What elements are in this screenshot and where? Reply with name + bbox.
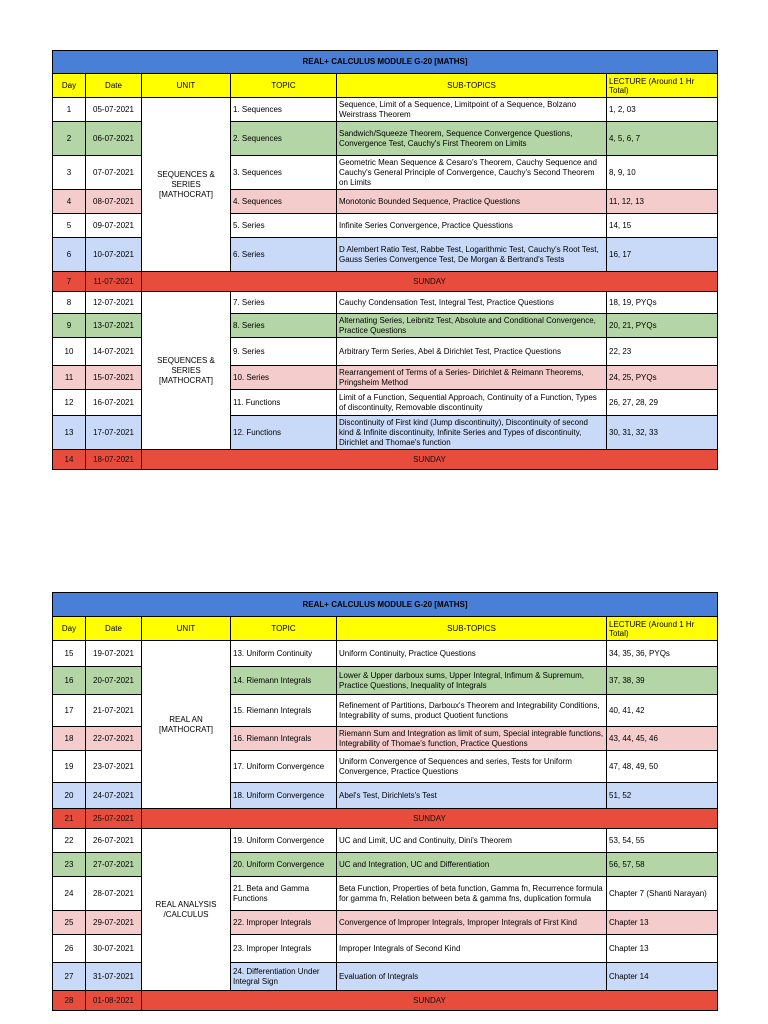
lecture-cell: 11, 12, 13	[607, 190, 718, 214]
date-cell: 25-07-2021	[86, 809, 142, 829]
lecture-cell: 22, 23	[607, 338, 718, 366]
lecture-cell: 43, 44, 45, 46	[607, 727, 718, 751]
topic-cell: 22. Improper Integrals	[231, 911, 337, 935]
date-cell: 06-07-2021	[86, 122, 142, 156]
lecture-cell: 14, 15	[607, 214, 718, 238]
sub-topics-cell: Convergence of Improper Integrals, Improper Integrals of First Kind	[337, 911, 607, 935]
sunday-row	[53, 991, 718, 1011]
sub-topics-cell: Discontinuity of First kind (Jump discontinuity), Discontinuity of second kind & Infinite discontinuity, Infinite Series and Types of discontinuity, Dirichlet and Thomae's function	[337, 416, 607, 450]
topic-cell: 13. Uniform Continuity	[231, 641, 337, 667]
header-date: Date	[86, 74, 142, 98]
day-cell: 2	[53, 122, 86, 156]
day-cell: 8	[53, 292, 86, 314]
lecture-cell: 34, 35, 36, PYQs	[607, 641, 718, 667]
lecture-cell: 26, 27, 28, 29	[607, 390, 718, 416]
sub-topics-cell: Evaluation of Integrals	[337, 963, 607, 991]
sub-topics-cell: Geometric Mean Sequence & Cesaro's Theorem, Cauchy Sequence and Cauchy's General Principle of Convergence, Cauchy's Second Theorem on Limits	[337, 156, 607, 190]
sunday-label: SUNDAY	[142, 450, 718, 470]
table-title: REAL+ CALCULUS MODULE G-20 [MATHS]	[53, 51, 718, 74]
date-cell: 21-07-2021	[86, 695, 142, 727]
topic-cell: 16. Riemann Integrals	[231, 727, 337, 751]
sub-topics-cell: Lower & Upper darboux sums, Upper Integral, Infimum & Supremum, Practice Questions, Inequality of Integrals	[337, 667, 607, 695]
day-cell: 12	[53, 390, 86, 416]
topic-cell: 1. Sequences	[231, 98, 337, 122]
date-cell: 27-07-2021	[86, 853, 142, 877]
header-day: Day	[53, 74, 86, 98]
unit-cell: REAL AN [MATHOCRAT]	[142, 641, 231, 809]
date-cell: 17-07-2021	[86, 416, 142, 450]
sub-topics-cell: Infinite Series Convergence, Practice Quesstions	[337, 214, 607, 238]
sub-topics-cell: UC and Limit, UC and Continuity, Dini's Theorem	[337, 829, 607, 853]
day-cell: 13	[53, 416, 86, 450]
header-unit: UNIT	[142, 74, 231, 98]
table-row	[53, 641, 718, 667]
date-cell: 23-07-2021	[86, 751, 142, 783]
table-row	[53, 98, 718, 122]
topic-cell: 23. Improper Integrals	[231, 935, 337, 963]
lecture-cell: 30, 31, 32, 33	[607, 416, 718, 450]
lecture-cell: Chapter 13	[607, 935, 718, 963]
lecture-cell: Chapter 13	[607, 911, 718, 935]
date-cell: 05-07-2021	[86, 98, 142, 122]
topic-cell: 17. Uniform Convergence	[231, 751, 337, 783]
day-cell: 23	[53, 853, 86, 877]
sunday-label: SUNDAY	[142, 809, 718, 829]
table-row	[53, 292, 718, 314]
lecture-cell: 40, 41, 42	[607, 695, 718, 727]
header-sub-topics: SUB-TOPICS	[337, 74, 607, 98]
day-cell: 5	[53, 214, 86, 238]
sub-topics-cell: Monotonic Bounded Sequence, Practice Questions	[337, 190, 607, 214]
lecture-cell: 20, 21, PYQs	[607, 314, 718, 338]
day-cell: 18	[53, 727, 86, 751]
date-cell: 22-07-2021	[86, 727, 142, 751]
day-cell: 26	[53, 935, 86, 963]
topic-cell: 12. Functions	[231, 416, 337, 450]
date-cell: 07-07-2021	[86, 156, 142, 190]
sub-topics-cell: Uniform Continuity, Practice Questions	[337, 641, 607, 667]
date-cell: 09-07-2021	[86, 214, 142, 238]
date-cell: 24-07-2021	[86, 783, 142, 809]
day-cell: 21	[53, 809, 86, 829]
day-cell: 25	[53, 911, 86, 935]
sub-topics-cell: UC and Integration, UC and Differentiation	[337, 853, 607, 877]
topic-cell: 19. Uniform Convergence	[231, 829, 337, 853]
date-cell: 12-07-2021	[86, 292, 142, 314]
day-cell: 14	[53, 450, 86, 470]
table-row	[53, 829, 718, 853]
day-cell: 22	[53, 829, 86, 853]
header-sub-topics: SUB-TOPICS	[337, 617, 607, 641]
date-cell: 30-07-2021	[86, 935, 142, 963]
topic-cell: 15. Riemann Integrals	[231, 695, 337, 727]
day-cell: 4	[53, 190, 86, 214]
topic-cell: 14. Riemann Integrals	[231, 667, 337, 695]
date-cell: 01-08-2021	[86, 991, 142, 1011]
header-unit: UNIT	[142, 617, 231, 641]
day-cell: 17	[53, 695, 86, 727]
sub-topics-cell: Cauchy Condensation Test, Integral Test, Practice Questions	[337, 292, 607, 314]
table-title: REAL+ CALCULUS MODULE G-20 [MATHS]	[53, 593, 718, 617]
sub-topics-cell: D Alembert Ratio Test, Rabbe Test, Logarithmic Test, Cauchy's Root Test, Gauss Series Convergence Test, De Morgan & Bertrand's Tests	[337, 238, 607, 272]
day-cell: 27	[53, 963, 86, 991]
lecture-cell: 18, 19, PYQs	[607, 292, 718, 314]
sub-topics-cell: Beta Function, Properties of beta function, Gamma fn, Recurrence formula for gamma fn, Relation between beta & gamma fns, duplication formula	[337, 877, 607, 911]
topic-cell: 4. Sequences	[231, 190, 337, 214]
sunday-row	[53, 809, 718, 829]
lecture-cell: 8, 9, 10	[607, 156, 718, 190]
lecture-cell: 24, 25, PYQs	[607, 366, 718, 390]
header-topic: TOPIC	[231, 617, 337, 641]
header-day: Day	[53, 617, 86, 641]
date-cell: 18-07-2021	[86, 450, 142, 470]
topic-cell: 24. Differentiation Under Integral Sign	[231, 963, 337, 991]
lecture-cell: 56, 57, 58	[607, 853, 718, 877]
sub-topics-cell: Uniform Convergence of Sequences and series, Tests for Uniform Convergence, Practice Questions	[337, 751, 607, 783]
topic-cell: 2. Sequences	[231, 122, 337, 156]
lecture-cell: 16, 17	[607, 238, 718, 272]
header-date: Date	[86, 617, 142, 641]
lecture-cell: 47, 48, 49, 50	[607, 751, 718, 783]
day-cell: 19	[53, 751, 86, 783]
topic-cell: 6. Series	[231, 238, 337, 272]
date-cell: 14-07-2021	[86, 338, 142, 366]
sub-topics-cell: Improper Integrals of Second Kind	[337, 935, 607, 963]
header-lecture: LECTURE (Around 1 Hr Total)	[607, 74, 718, 98]
topic-cell: 3. Sequences	[231, 156, 337, 190]
lecture-cell: Chapter 7 (Shanti Narayan)	[607, 877, 718, 911]
topic-cell: 9. Series	[231, 338, 337, 366]
day-cell: 3	[53, 156, 86, 190]
day-cell: 10	[53, 338, 86, 366]
sub-topics-cell: Sequence, Limit of a Sequence, Limitpoint of a Sequence, Bolzano Weirstrass Theorem	[337, 98, 607, 122]
date-cell: 13-07-2021	[86, 314, 142, 338]
lecture-cell: Chapter 14	[607, 963, 718, 991]
day-cell: 16	[53, 667, 86, 695]
day-cell: 9	[53, 314, 86, 338]
sunday-row	[53, 450, 718, 470]
date-cell: 10-07-2021	[86, 238, 142, 272]
schedule-table-2	[52, 592, 718, 1011]
sunday-label: SUNDAY	[142, 272, 718, 292]
sub-topics-cell: Arbitrary Term Series, Abel & Dirichlet Test, Practice Questions	[337, 338, 607, 366]
topic-cell: 11. Functions	[231, 390, 337, 416]
topic-cell: 7. Series	[231, 292, 337, 314]
header-topic: TOPIC	[231, 74, 337, 98]
lecture-cell: 1, 2, 03	[607, 98, 718, 122]
date-cell: 28-07-2021	[86, 877, 142, 911]
topic-cell: 5. Series	[231, 214, 337, 238]
date-cell: 11-07-2021	[86, 272, 142, 292]
schedule-table-1	[52, 50, 718, 470]
date-cell: 29-07-2021	[86, 911, 142, 935]
topic-cell: 8. Series	[231, 314, 337, 338]
sub-topics-cell: Alternating Series, Leibnitz Test, Absolute and Conditional Convergence, Practice Questions	[337, 314, 607, 338]
date-cell: 15-07-2021	[86, 366, 142, 390]
lecture-cell: 51, 52	[607, 783, 718, 809]
date-cell: 16-07-2021	[86, 390, 142, 416]
day-cell: 6	[53, 238, 86, 272]
topic-cell: 20. Uniform Convergence	[231, 853, 337, 877]
lecture-cell: 53, 54, 55	[607, 829, 718, 853]
sub-topics-cell: Riemann Sum and Integration as limit of sum, Special integrable functions, Integrability of Thomae's function, Practice Questions	[337, 727, 607, 751]
topic-cell: 10. Series	[231, 366, 337, 390]
day-cell: 11	[53, 366, 86, 390]
date-cell: 08-07-2021	[86, 190, 142, 214]
sub-topics-cell: Rearrangement of Terms of a Series- Dirichlet & Reimann Theorems, Pringsheim Method	[337, 366, 607, 390]
header-lecture: LECTURE (Around 1 Hr Total)	[607, 617, 718, 641]
lecture-cell: 37, 38, 39	[607, 667, 718, 695]
date-cell: 26-07-2021	[86, 829, 142, 853]
lecture-cell: 4, 5, 6, 7	[607, 122, 718, 156]
date-cell: 19-07-2021	[86, 641, 142, 667]
day-cell: 15	[53, 641, 86, 667]
day-cell: 7	[53, 272, 86, 292]
date-cell: 31-07-2021	[86, 963, 142, 991]
day-cell: 24	[53, 877, 86, 911]
unit-cell: SEQUENCES & SERIES [MATHOCRAT]	[142, 98, 231, 272]
topic-cell: 21. Beta and Gamma Functions	[231, 877, 337, 911]
sub-topics-cell: Abel's Test, Dirichlets's Test	[337, 783, 607, 809]
date-cell: 20-07-2021	[86, 667, 142, 695]
sunday-row	[53, 272, 718, 292]
sub-topics-cell: Limit of a Function, Sequential Approach, Continuity of a Function, Types of discontinuity, Removable discontinuity	[337, 390, 607, 416]
sub-topics-cell: Sandwich/Squeeze Theorem, Sequence Convergence Questions, Convergence Test, Cauchy's First Theorem on Limits	[337, 122, 607, 156]
day-cell: 20	[53, 783, 86, 809]
topic-cell: 18. Uniform Convergence	[231, 783, 337, 809]
day-cell: 1	[53, 98, 86, 122]
sunday-label: SUNDAY	[142, 991, 718, 1011]
unit-cell: REAL ANALYSIS /CALCULUS	[142, 829, 231, 991]
day-cell: 28	[53, 991, 86, 1011]
sub-topics-cell: Refinement of Partitions, Darboux's Theorem and Integrability Conditions, Integrability of sums, product Quotient functions	[337, 695, 607, 727]
unit-cell: SEQUENCES & SERIES [MATHOCRAT]	[142, 292, 231, 450]
